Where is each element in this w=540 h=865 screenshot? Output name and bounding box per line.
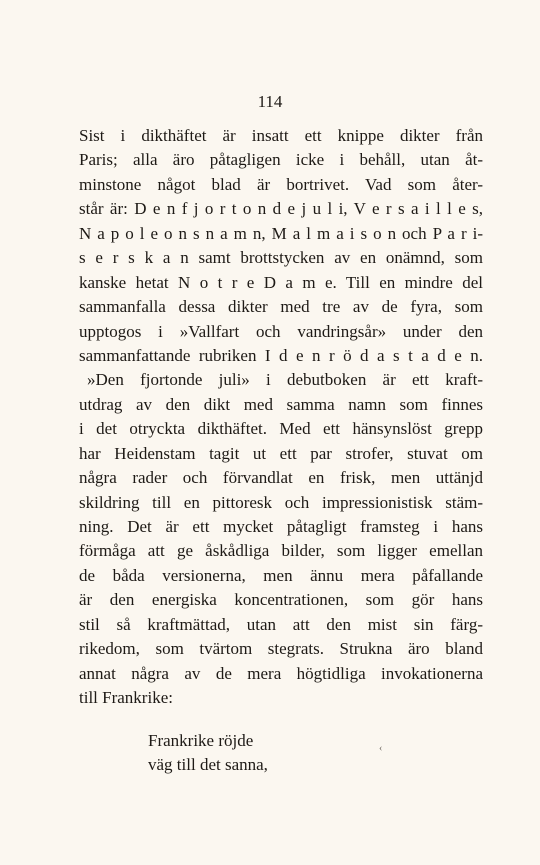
text-line: »Den fjortonde juli» i debutboken är ett kraft- [87, 370, 483, 390]
text-line: Sist i dikthäftet är insatt ett knippe dikter från [79, 126, 483, 145]
text-line: sammanfattande rubriken I d e n r ö d a s t a d e n. [79, 345, 483, 365]
text-line: ning. Det är ett mycket påtagligt framsteg i hans [79, 517, 483, 536]
text-line: några rader och förvandlat en frisk, men uttänjd [79, 468, 483, 488]
text-line: stil så kraftmättad, utan att den mist sin färg- [79, 614, 483, 634]
text-line: utdrag av den dikt med samma namn som finnes [79, 394, 483, 414]
text-line: är den energiska koncentrationen, som gör hans [79, 590, 483, 610]
text-line: de båda versionerna, men ännu mera påfallande [79, 565, 483, 585]
verse-line: Frankrike röjde [148, 731, 254, 750]
text-line: upptogos i »Vallfart och vandringsår» under den [79, 321, 483, 341]
verse-quote [148, 729, 268, 776]
text-line: sammanfalla dessa dikter med tre av de fyra, som [79, 297, 483, 317]
body-text [79, 124, 483, 711]
text-line: s e r s k a n samt brottstycken av en onämnd, som [79, 248, 483, 268]
stray-mark: ‹ [379, 743, 383, 754]
text-line: annat några av de mera högtidliga invokationerna [79, 663, 483, 683]
text-line: i det otryckta dikthäftet. Med ett hänsynslöst grepp [79, 419, 483, 439]
text-line: står är: D e n f j o r t o n d e j u l i, V e r s a i l l e s, [79, 199, 483, 219]
text-line: minstone något blad är bortrivet. Vad som åter- [79, 174, 483, 194]
verse-line: väg till det sanna, [148, 754, 268, 774]
text-line: till Frankrike: [79, 688, 173, 708]
text-line: kanske hetat N o t r e D a m e. Till en mindre del [79, 272, 483, 292]
text-line: N a p o l e o n s n a m n, M a l m a i s o n och P a r i- [79, 223, 483, 243]
page-number: 114 [257, 92, 283, 111]
text-line: har Heidenstam tagit ut ett par strofer, stuvat om [79, 443, 483, 463]
text-line: förmåga att ge åskådliga bilder, som ligger emellan [79, 541, 483, 561]
text-line: rikedom, som tvärtom stegrats. Strukna äro bland [79, 639, 483, 659]
text-line: Paris; alla äro påtagligen icke i behåll, utan åt- [79, 150, 483, 170]
text-line: skildring till en pittoresk och impressionistisk stäm- [79, 492, 483, 512]
